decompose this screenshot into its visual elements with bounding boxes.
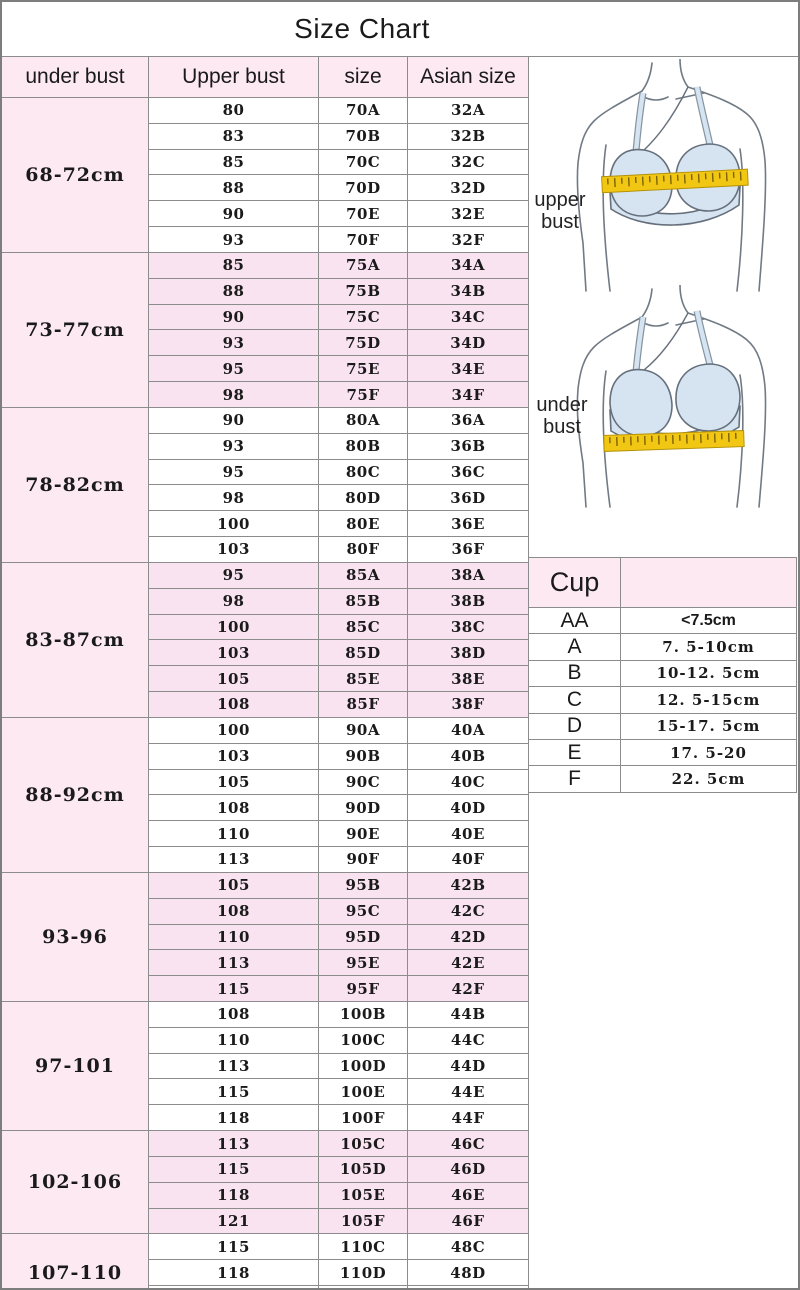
asian-size-cell: 42E <box>408 950 529 976</box>
asian-size-cell: 32B <box>408 124 529 150</box>
cup-header-empty-cell <box>621 558 797 608</box>
asian-size-cell: 32A <box>408 98 529 124</box>
upper-bust-cell: 85 <box>149 253 319 279</box>
upper-bust-cell: 115 <box>149 1079 319 1105</box>
asian-size-cell: 40E <box>408 821 529 847</box>
underbust-range-cell: 102-106 <box>2 1131 149 1234</box>
upper-bust-cell: 98 <box>149 589 319 615</box>
cup-letter-cell: A <box>529 634 621 660</box>
size-cell: 85E <box>319 666 408 692</box>
asian-size-cell: 38C <box>408 615 529 641</box>
size-cell: 105E <box>319 1183 408 1209</box>
underbust-range-cell: 93-96 <box>2 873 149 1002</box>
size-cell: 95D <box>319 925 408 951</box>
size-cell: 85C <box>319 615 408 641</box>
size-cell: 90E <box>319 821 408 847</box>
upper-bust-cell: 103 <box>149 537 319 563</box>
asian-size-cell: 46E <box>408 1183 529 1209</box>
size-cell: 75C <box>319 305 408 331</box>
upper-bust-cell: 90 <box>149 305 319 331</box>
asian-size-cell: 38E <box>408 666 529 692</box>
asian-size-cell: 48D <box>408 1260 529 1286</box>
upper-bust-cell: 105 <box>149 873 319 899</box>
cup-range-cell: 7. 5-10cm <box>621 634 797 660</box>
asian-size-cell: 42F <box>408 976 529 1002</box>
asian-size-cell: 32C <box>408 150 529 176</box>
asian-size-cell: 42B <box>408 873 529 899</box>
upper-bust-label: upper bust <box>534 189 586 233</box>
asian-size-cell: 36F <box>408 537 529 563</box>
size-cell: 70A <box>319 98 408 124</box>
upper-bust-cell: 80 <box>149 98 319 124</box>
underbust-range-cell: 68-72cm <box>2 98 149 253</box>
size-cell: 75B <box>319 279 408 305</box>
size-cell: 70C <box>319 150 408 176</box>
upper-bust-cell: 115 <box>149 976 319 1002</box>
size-cell: 90D <box>319 795 408 821</box>
size-cell: 75D <box>319 330 408 356</box>
cup-range-cell: 15-17. 5cm <box>621 714 797 740</box>
upper-bust-cell: 121 <box>149 1209 319 1235</box>
upper-bust-cell: 105 <box>149 770 319 796</box>
upper-bust-cell: 90 <box>149 201 319 227</box>
upper-bust-cell: 83 <box>149 124 319 150</box>
size-cell: 95E <box>319 950 408 976</box>
size-cell: 105D <box>319 1157 408 1183</box>
asian-size-cell: 40A <box>408 718 529 744</box>
upper-bust-cell: 100 <box>149 718 319 744</box>
cup-letter-cell: F <box>529 766 621 792</box>
size-cell: 80B <box>319 434 408 460</box>
upper-bust-cell: 95 <box>149 563 319 589</box>
asian-size-cell: 44C <box>408 1028 529 1054</box>
asian-size-cell: 40F <box>408 847 529 873</box>
size-cell: 70B <box>319 124 408 150</box>
upper-bust-cell: 90 <box>149 408 319 434</box>
asian-size-cell: 40C <box>408 770 529 796</box>
asian-size-cell: 38B <box>408 589 529 615</box>
size-cell: 95C <box>319 899 408 925</box>
upper-bust-cell: 85 <box>149 150 319 176</box>
size-cell: 110C <box>319 1234 408 1260</box>
asian-size-cell: 42D <box>408 925 529 951</box>
asian-size-cell: 42C <box>408 899 529 925</box>
upper-bust-cell: 95 <box>149 356 319 382</box>
size-cell: 80C <box>319 460 408 486</box>
size-cell: 80A <box>319 408 408 434</box>
asian-size-cell: 34C <box>408 305 529 331</box>
upper-bust-cell: 110 <box>149 925 319 951</box>
upper-bust-cell: 118 <box>149 1183 319 1209</box>
asian-size-cell: 48C <box>408 1234 529 1260</box>
upper-bust-cell: 118 <box>149 1260 319 1286</box>
size-cell: 90A <box>319 718 408 744</box>
size-cell: 85D <box>319 640 408 666</box>
size-cell: 75E <box>319 356 408 382</box>
asian-size-cell <box>408 1286 529 1290</box>
upper-bust-cell: 115 <box>149 1234 319 1260</box>
upper-bust-cell: 93 <box>149 227 319 253</box>
cup-range-cell: 12. 5-15cm <box>621 687 797 713</box>
asian-size-cell: 36E <box>408 511 529 537</box>
upper-bust-cell: 103 <box>149 640 319 666</box>
upper-bust-cell: 113 <box>149 1131 319 1157</box>
size-cell: 95B <box>319 873 408 899</box>
upper-bust-cell: 118 <box>149 1105 319 1131</box>
upper-bust-cell: 88 <box>149 175 319 201</box>
upper-bust-cell: 100 <box>149 511 319 537</box>
asian-size-cell: 46C <box>408 1131 529 1157</box>
cup-letter-cell: E <box>529 740 621 766</box>
upper-bust-cell: 108 <box>149 692 319 718</box>
col-header-size: size <box>319 57 408 98</box>
size-cell: 100C <box>319 1028 408 1054</box>
size-cell: 105C <box>319 1131 408 1157</box>
size-cell: 85A <box>319 563 408 589</box>
asian-size-cell: 34B <box>408 279 529 305</box>
size-cell: 90C <box>319 770 408 796</box>
cup-letter-cell: B <box>529 661 621 687</box>
size-cell: 75F <box>319 382 408 408</box>
asian-size-cell: 36B <box>408 434 529 460</box>
cup-range-cell: 17. 5-20 <box>621 740 797 766</box>
size-cell: 80D <box>319 485 408 511</box>
upper-bust-figure <box>552 59 792 294</box>
size-table <box>2 57 529 1290</box>
upper-bust-cell: 95 <box>149 460 319 486</box>
upper-bust-cell: 110 <box>149 821 319 847</box>
underbust-range-cell: 107-110 <box>2 1234 149 1290</box>
asian-size-cell: 36A <box>408 408 529 434</box>
page-title-text: Size Chart <box>294 13 430 44</box>
size-cell: 70E <box>319 201 408 227</box>
upper-bust-cell: 100 <box>149 615 319 641</box>
upper-bust-cell: 103 <box>149 744 319 770</box>
cup-range-cell: 10-12. 5cm <box>621 661 797 687</box>
asian-size-cell: 34D <box>408 330 529 356</box>
asian-size-cell: 46D <box>408 1157 529 1183</box>
size-cell: 100F <box>319 1105 408 1131</box>
size-cell <box>319 1286 408 1290</box>
size-cell: 100B <box>319 1002 408 1028</box>
upper-bust-cell: 115 <box>149 1157 319 1183</box>
asian-size-cell: 44D <box>408 1054 529 1080</box>
underbust-range-cell: 88-92cm <box>2 718 149 873</box>
upper-bust-cell: 108 <box>149 899 319 925</box>
cup-range-cell: <7.5cm <box>621 608 797 634</box>
col-header-upper-bust: Upper bust <box>149 57 319 98</box>
asian-size-cell: 34A <box>408 253 529 279</box>
size-cell: 85F <box>319 692 408 718</box>
size-cell: 80F <box>319 537 408 563</box>
underbust-range-cell: 73-77cm <box>2 253 149 408</box>
asian-size-cell: 34F <box>408 382 529 408</box>
asian-size-cell: 44F <box>408 1105 529 1131</box>
size-cell: 80E <box>319 511 408 537</box>
asian-size-cell: 32F <box>408 227 529 253</box>
size-cell: 100E <box>319 1079 408 1105</box>
asian-size-cell: 34E <box>408 356 529 382</box>
col-header-asian-size: Asian size <box>408 57 529 98</box>
asian-size-cell: 44B <box>408 1002 529 1028</box>
upper-bust-cell: 93 <box>149 434 319 460</box>
upper-bust-cell: 105 <box>149 666 319 692</box>
size-cell: 110D <box>319 1260 408 1286</box>
upper-bust-cell: 113 <box>149 1054 319 1080</box>
cup-letter-cell: AA <box>529 608 621 634</box>
cup-letter-cell: C <box>529 687 621 713</box>
size-cell: 70D <box>319 175 408 201</box>
cup-header-cell: Cup <box>529 558 621 608</box>
upper-bust-cell: 93 <box>149 330 319 356</box>
asian-size-cell: 32D <box>408 175 529 201</box>
upper-bust-cell: 98 <box>149 485 319 511</box>
cup-range-cell: 22. 5cm <box>621 766 797 792</box>
upper-bust-cell: 113 <box>149 950 319 976</box>
underbust-range-cell: 97-101 <box>2 1002 149 1131</box>
upper-bust-cell: 113 <box>149 847 319 873</box>
underbust-range-cell: 83-87cm <box>2 563 149 718</box>
upper-bust-cell <box>149 1286 319 1290</box>
asian-size-cell: 40D <box>408 795 529 821</box>
asian-size-cell: 38D <box>408 640 529 666</box>
cup-letter-cell: D <box>529 714 621 740</box>
size-cell: 90F <box>319 847 408 873</box>
asian-size-cell: 40B <box>408 744 529 770</box>
underbust-range-cell: 78-82cm <box>2 408 149 563</box>
bra-outline <box>610 311 740 446</box>
page-title <box>2 2 798 57</box>
cup-table <box>529 557 797 793</box>
asian-size-cell: 44E <box>408 1079 529 1105</box>
size-cell: 100D <box>319 1054 408 1080</box>
size-cell: 75A <box>319 253 408 279</box>
upper-bust-cell: 98 <box>149 382 319 408</box>
asian-size-cell: 36C <box>408 460 529 486</box>
upper-bust-cell: 108 <box>149 1002 319 1028</box>
asian-size-cell: 38A <box>408 563 529 589</box>
size-cell: 90B <box>319 744 408 770</box>
asian-size-cell: 38F <box>408 692 529 718</box>
under-bust-label: under bust <box>536 394 588 438</box>
upper-bust-cell: 88 <box>149 279 319 305</box>
size-cell: 85B <box>319 589 408 615</box>
bra-outline <box>610 87 740 225</box>
asian-size-cell: 36D <box>408 485 529 511</box>
asian-size-cell: 46F <box>408 1209 529 1235</box>
size-cell: 95F <box>319 976 408 1002</box>
upper-bust-cell: 108 <box>149 795 319 821</box>
size-cell: 70F <box>319 227 408 253</box>
upper-bust-cell: 110 <box>149 1028 319 1054</box>
size-cell: 105F <box>319 1209 408 1235</box>
asian-size-cell: 32E <box>408 201 529 227</box>
col-header-under-bust: under bust <box>2 57 149 98</box>
